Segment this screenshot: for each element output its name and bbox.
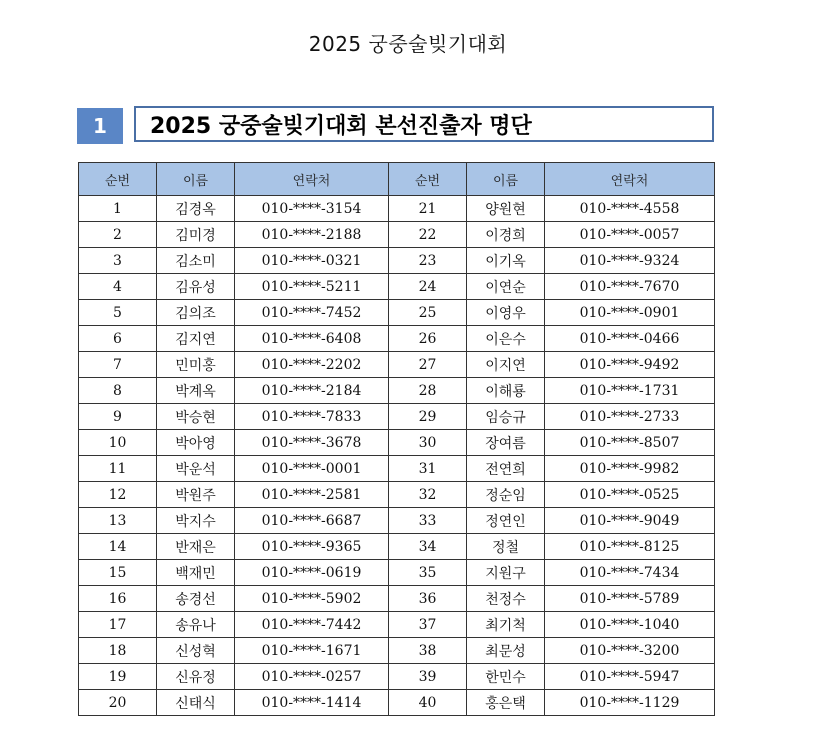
table-row (79, 430, 715, 456)
cell-number: 35 (389, 560, 467, 586)
cell-name: 이기옥 (467, 248, 545, 274)
cell-contact: 010-****-0257 (235, 664, 389, 690)
cell-name: 김지연 (157, 326, 235, 352)
cell-name: 정순임 (467, 482, 545, 508)
cell-number: 15 (79, 560, 157, 586)
cell-number: 3 (79, 248, 157, 274)
cell-number: 25 (389, 300, 467, 326)
cell-name: 임승규 (467, 404, 545, 430)
header-contact: 연락처 (235, 163, 389, 196)
cell-number: 12 (79, 482, 157, 508)
cell-contact: 010-****-1414 (235, 690, 389, 716)
cell-name: 신태식 (157, 690, 235, 716)
table-row (79, 690, 715, 716)
cell-name: 이지연 (467, 352, 545, 378)
cell-number: 34 (389, 534, 467, 560)
table-row (79, 378, 715, 404)
cell-contact: 010-****-0321 (235, 248, 389, 274)
table-row (79, 196, 715, 222)
cell-name: 장여름 (467, 430, 545, 456)
cell-contact: 010-****-2202 (235, 352, 389, 378)
header-number: 순번 (389, 163, 467, 196)
cell-contact: 010-****-5947 (545, 664, 715, 690)
cell-name: 김경옥 (157, 196, 235, 222)
cell-name: 이영우 (467, 300, 545, 326)
cell-name: 박승현 (157, 404, 235, 430)
cell-number: 33 (389, 508, 467, 534)
table-row (79, 352, 715, 378)
cell-name: 송유나 (157, 612, 235, 638)
table-row (79, 638, 715, 664)
cell-name: 민미홍 (157, 352, 235, 378)
cell-name: 정철 (467, 534, 545, 560)
cell-contact: 010-****-3678 (235, 430, 389, 456)
cell-number: 1 (79, 196, 157, 222)
section-number-badge: 1 (77, 108, 123, 144)
cell-name: 한민수 (467, 664, 545, 690)
cell-name: 박계옥 (157, 378, 235, 404)
cell-contact: 010-****-5211 (235, 274, 389, 300)
cell-number: 16 (79, 586, 157, 612)
cell-number: 13 (79, 508, 157, 534)
cell-name: 양원현 (467, 196, 545, 222)
cell-contact: 010-****-6408 (235, 326, 389, 352)
cell-name: 박지수 (157, 508, 235, 534)
cell-number: 7 (79, 352, 157, 378)
cell-contact: 010-****-7670 (545, 274, 715, 300)
cell-name: 백재민 (157, 560, 235, 586)
header-contact: 연락처 (545, 163, 715, 196)
cell-number: 38 (389, 638, 467, 664)
cell-number: 37 (389, 612, 467, 638)
cell-name: 지원구 (467, 560, 545, 586)
cell-number: 26 (389, 326, 467, 352)
cell-name: 박운석 (157, 456, 235, 482)
cell-contact: 010-****-7442 (235, 612, 389, 638)
cell-contact: 010-****-0901 (545, 300, 715, 326)
header-name: 이름 (467, 163, 545, 196)
table-row (79, 456, 715, 482)
cell-name: 천정수 (467, 586, 545, 612)
header-number: 순번 (79, 163, 157, 196)
cell-contact: 010-****-9324 (545, 248, 715, 274)
cell-name: 김의조 (157, 300, 235, 326)
cell-contact: 010-****-5902 (235, 586, 389, 612)
cell-number: 2 (79, 222, 157, 248)
cell-name: 최문성 (467, 638, 545, 664)
cell-contact: 010-****-8507 (545, 430, 715, 456)
cell-contact: 010-****-9492 (545, 352, 715, 378)
cell-number: 18 (79, 638, 157, 664)
table-row (79, 248, 715, 274)
cell-contact: 010-****-1129 (545, 690, 715, 716)
table-row (79, 274, 715, 300)
table-row (79, 586, 715, 612)
cell-name: 김미경 (157, 222, 235, 248)
cell-contact: 010-****-3200 (545, 638, 715, 664)
cell-contact: 010-****-7434 (545, 560, 715, 586)
table-row (79, 534, 715, 560)
cell-number: 23 (389, 248, 467, 274)
cell-number: 17 (79, 612, 157, 638)
cell-number: 10 (79, 430, 157, 456)
cell-contact: 010-****-0619 (235, 560, 389, 586)
cell-number: 8 (79, 378, 157, 404)
cell-number: 36 (389, 586, 467, 612)
cell-name: 신유정 (157, 664, 235, 690)
cell-number: 32 (389, 482, 467, 508)
cell-number: 20 (79, 690, 157, 716)
cell-name: 박아영 (157, 430, 235, 456)
table-row (79, 482, 715, 508)
cell-contact: 010-****-1040 (545, 612, 715, 638)
cell-name: 최기척 (467, 612, 545, 638)
cell-contact: 010-****-6687 (235, 508, 389, 534)
cell-name: 박원주 (157, 482, 235, 508)
cell-number: 28 (389, 378, 467, 404)
cell-number: 27 (389, 352, 467, 378)
cell-number: 22 (389, 222, 467, 248)
cell-name: 이해룡 (467, 378, 545, 404)
cell-name: 반재은 (157, 534, 235, 560)
cell-contact: 010-****-5789 (545, 586, 715, 612)
cell-name: 송경선 (157, 586, 235, 612)
cell-number: 30 (389, 430, 467, 456)
cell-contact: 010-****-4558 (545, 196, 715, 222)
cell-contact: 010-****-2581 (235, 482, 389, 508)
section-title: 2025 궁중술빚기대회 본선진출자 명단 (134, 106, 714, 142)
header-name: 이름 (157, 163, 235, 196)
cell-contact: 010-****-0057 (545, 222, 715, 248)
cell-contact: 010-****-7833 (235, 404, 389, 430)
table-row (79, 222, 715, 248)
cell-name: 전연희 (467, 456, 545, 482)
cell-contact: 010-****-3154 (235, 196, 389, 222)
cell-number: 6 (79, 326, 157, 352)
cell-number: 29 (389, 404, 467, 430)
cell-contact: 010-****-0001 (235, 456, 389, 482)
table-row (79, 404, 715, 430)
finalist-table (78, 162, 715, 716)
cell-name: 이연순 (467, 274, 545, 300)
cell-contact: 010-****-9982 (545, 456, 715, 482)
cell-number: 39 (389, 664, 467, 690)
cell-contact: 010-****-2733 (545, 404, 715, 430)
table-row (79, 326, 715, 352)
cell-name: 이은수 (467, 326, 545, 352)
cell-number: 19 (79, 664, 157, 690)
cell-number: 5 (79, 300, 157, 326)
cell-contact: 010-****-2184 (235, 378, 389, 404)
cell-number: 11 (79, 456, 157, 482)
table-row (79, 560, 715, 586)
table-row (79, 300, 715, 326)
table-row (79, 612, 715, 638)
cell-name: 김소미 (157, 248, 235, 274)
cell-number: 24 (389, 274, 467, 300)
document-title: 2025 궁중술빚기대회 (308, 32, 508, 56)
cell-name: 신성혁 (157, 638, 235, 664)
cell-contact: 010-****-0525 (545, 482, 715, 508)
table-row (79, 664, 715, 690)
table-header-row (79, 163, 715, 196)
cell-contact: 010-****-0466 (545, 326, 715, 352)
cell-contact: 010-****-9365 (235, 534, 389, 560)
cell-number: 14 (79, 534, 157, 560)
cell-number: 9 (79, 404, 157, 430)
cell-number: 21 (389, 196, 467, 222)
cell-name: 정연인 (467, 508, 545, 534)
cell-contact: 010-****-1731 (545, 378, 715, 404)
cell-name: 김유성 (157, 274, 235, 300)
cell-number: 4 (79, 274, 157, 300)
table-row (79, 508, 715, 534)
cell-number: 40 (389, 690, 467, 716)
cell-contact: 010-****-1671 (235, 638, 389, 664)
cell-contact: 010-****-2188 (235, 222, 389, 248)
cell-number: 31 (389, 456, 467, 482)
cell-contact: 010-****-9049 (545, 508, 715, 534)
cell-name: 이경희 (467, 222, 545, 248)
cell-contact: 010-****-7452 (235, 300, 389, 326)
cell-contact: 010-****-8125 (545, 534, 715, 560)
cell-name: 홍은택 (467, 690, 545, 716)
